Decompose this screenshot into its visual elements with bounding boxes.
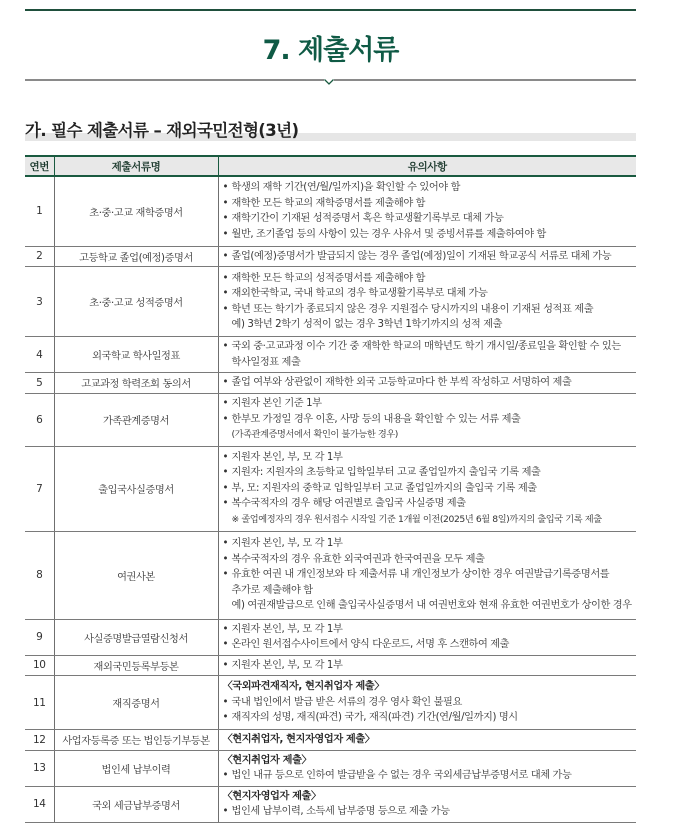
- row-number: 9: [25, 619, 54, 655]
- document-notes: [218, 337, 636, 373]
- row-number: 13: [25, 750, 54, 786]
- document-notes: [218, 531, 636, 619]
- note-line: • 지원자 본인, 부, 모 각 1부: [223, 658, 633, 674]
- note-line: • 재외한국학교, 국내 학교의 경우 학교생활기록부로 대체 가능: [223, 286, 633, 302]
- table-row: [25, 676, 636, 730]
- note-line: • 재학기간이 기재된 성적증명서 혹은 학교생활기록부로 대체 가능: [223, 211, 633, 227]
- document-notes: [218, 373, 636, 394]
- row-number: 8: [25, 531, 54, 619]
- row-number: 2: [25, 246, 54, 267]
- note-line: 예) 3학년 2학기 성적이 없는 경우 3학년 1학기까지의 성적 제출: [231, 319, 503, 330]
- table-row: [25, 267, 636, 337]
- document-notes: [218, 750, 636, 786]
- document-name: 외국학교 학사일정표: [54, 337, 218, 373]
- document-name: 초·중·고교 성적증명서: [54, 267, 218, 337]
- table-row: [25, 393, 636, 446]
- note-line: • 월반, 조기졸업 등의 사항이 있는 경우 사유서 및 증빙서류를 제출하여야 함: [223, 227, 633, 243]
- document-name: 법인세 납부이력: [54, 750, 218, 786]
- page-title: 7. 제출서류: [262, 35, 399, 66]
- row-number: 7: [25, 446, 54, 531]
- row-number: 4: [25, 337, 54, 373]
- note-line: • 법인세 납부이력, 소득세 납부증명 등으로 제출 가능: [223, 804, 633, 820]
- note-line: • 재학한 모든 학교의 성적증명서를 제출해야 함: [223, 271, 633, 287]
- document-notes: [218, 619, 636, 655]
- note-line: • 학생의 재학 기간(연/월/일까지)을 확인할 수 있어야 함: [223, 180, 633, 196]
- note-line: • 복수국적자의 경우 해당 여권별로 출입국 사실증명 제출: [223, 496, 633, 512]
- chevron-down-icon: [324, 78, 334, 88]
- note-category-label: 〈현지취업자 제출〉: [222, 754, 312, 766]
- document-notes: [218, 246, 636, 267]
- row-number: 14: [25, 786, 54, 822]
- note-line: • 한부모 가정일 경우 이혼, 사망 등의 내용을 확인할 수 있는 서류 제출: [223, 412, 633, 428]
- section-heading: [25, 116, 636, 141]
- table-row: [25, 655, 636, 676]
- note-line: • 복수국적자의 경우 유효한 외국여권과 한국여권을 모두 제출: [223, 552, 633, 568]
- note-category-label: 〈현지취업자, 현지자영업자 제출〉: [222, 734, 375, 745]
- table-header-row: [25, 156, 636, 176]
- document-notes: [218, 655, 636, 676]
- document-notes: [218, 176, 636, 246]
- row-number: 11: [25, 676, 54, 730]
- document-name: 고교과정 학력조회 동의서: [54, 373, 218, 394]
- header-number: 연번: [25, 156, 54, 176]
- section-heading-text: 가. 필수 제출서류 – 재외국민전형(3년): [25, 121, 299, 140]
- note-line: • 지원자: 지원자의 초등학교 입학일부터 고교 졸업일까지 출입국 기록 제출: [223, 465, 633, 481]
- document-notes: [218, 676, 636, 730]
- header-notes: 유의사항: [218, 156, 636, 176]
- document-name: 국외 세금납부증명서: [54, 786, 218, 822]
- row-number: 3: [25, 267, 54, 337]
- document-name: 재외국민등록부등본: [54, 655, 218, 676]
- note-line: • 국외 중·고교과정 이수 기간 중 재학한 학교의 매학년도 학기 개시일/종료일을 확인할 수 있는: [223, 339, 633, 355]
- document-notes: [218, 730, 636, 751]
- note-line: • 부, 모: 지원자의 중학교 입학일부터 고교 졸업일까지의 출입국 기록 제출: [223, 481, 633, 497]
- table-row: [25, 786, 636, 822]
- table-row: [25, 531, 636, 619]
- row-number: 5: [25, 373, 54, 394]
- table-row: [25, 337, 636, 373]
- document-notes: [218, 393, 636, 446]
- row-number: 10: [25, 655, 54, 676]
- note-line: • 지원자 본인, 부, 모 각 1부: [223, 450, 633, 466]
- note-line: 예) 여권재발급으로 인해 출입국사실증명서 내 여권번호와 현재 유효한 여권번호가 상이한 경우: [231, 600, 632, 612]
- note-line: • 지원자 본인, 부, 모 각 1부: [223, 536, 633, 552]
- note-line: • 온라인 원서접수사이트에서 양식 다운로드, 서명 후 스캔하여 제출: [223, 637, 633, 653]
- note-line: (가족관계증명서에서 확인이 불가능한 경우): [231, 429, 398, 441]
- note-line: • 지원자 본인 기준 1부: [223, 396, 633, 412]
- note-line: • 졸업(예정)증명서가 발급되지 않는 경우 졸업(예정)일이 기재된 학교공식 서류로 대체 가능: [223, 249, 633, 265]
- row-number: 6: [25, 393, 54, 446]
- table-row: [25, 446, 636, 531]
- header-document-name: 제출서류명: [54, 156, 218, 176]
- note-category-label: 〈국외파견재직자, 현지취업자 제출〉: [222, 681, 385, 693]
- row-number: 1: [25, 176, 54, 246]
- document-name: 여권사본: [54, 531, 218, 619]
- document-notes: [218, 786, 636, 822]
- document-notes: [218, 446, 636, 531]
- note-line: • 국내 법인에서 발급 받은 서류의 경우 영사 확인 불필요: [223, 695, 633, 711]
- table-row: [25, 176, 636, 246]
- document-name: 사실증명발급열람신청서: [54, 619, 218, 655]
- document-name: 가족관계증명서: [54, 393, 218, 446]
- note-line: • 법인 내규 등으로 인하여 발급받을 수 없는 경우 국외세금납부증명서로 대체 가능: [223, 768, 633, 784]
- note-line: • 재학한 모든 학교의 재학증명서를 제출해야 함: [223, 196, 633, 212]
- row-number: 12: [25, 730, 54, 751]
- note-line: • 졸업 여부와 상관없이 재학한 외국 고등학교마다 한 부씩 작성하고 서명하여 제출: [223, 375, 633, 391]
- note-line: 추가로 제출해야 함: [231, 584, 313, 596]
- table-row: [25, 246, 636, 267]
- note-line: ※ 졸업예정자의 경우 원서접수 시작일 기준 1개월 이전(2025년 6월 8일)까지의 출입국 기록 제출: [231, 513, 602, 525]
- document-name: 초·중·고교 재학증명서: [54, 176, 218, 246]
- note-line: • 학년 또는 학기가 종료되지 않은 경우 지원접수 당시까지의 내용이 기재된 성적표 제출: [223, 302, 633, 318]
- note-line: 학사일정표 제출: [231, 356, 301, 368]
- document-name: 사업자등록증 또는 법인등기부등본: [54, 730, 218, 751]
- table-row: [25, 730, 636, 751]
- table-row: [25, 750, 636, 786]
- note-category-label: 〈현지자영업자 제출〉: [222, 790, 321, 802]
- document-name: 출입국사실증명서: [54, 446, 218, 531]
- note-line: • 유효한 여권 내 개인정보와 타 제출서류 내 개인정보가 상이한 경우 여권발급기록증명서를: [223, 567, 633, 583]
- note-line: • 재직자의 성명, 재직(파견) 국가, 재직(파견) 기간(연/월/일까지) 명시: [223, 710, 633, 726]
- top-rule: [25, 9, 636, 11]
- table-body: [25, 176, 636, 822]
- document-name: 재직증명서: [54, 676, 218, 730]
- note-line: • 지원자 본인, 부, 모 각 1부: [223, 622, 633, 638]
- document-notes: [218, 267, 636, 337]
- table-row: [25, 619, 636, 655]
- document-name: 고등학교 졸업(예정)증명서: [54, 246, 218, 267]
- table-row: [25, 373, 636, 394]
- required-documents-table: [25, 155, 636, 823]
